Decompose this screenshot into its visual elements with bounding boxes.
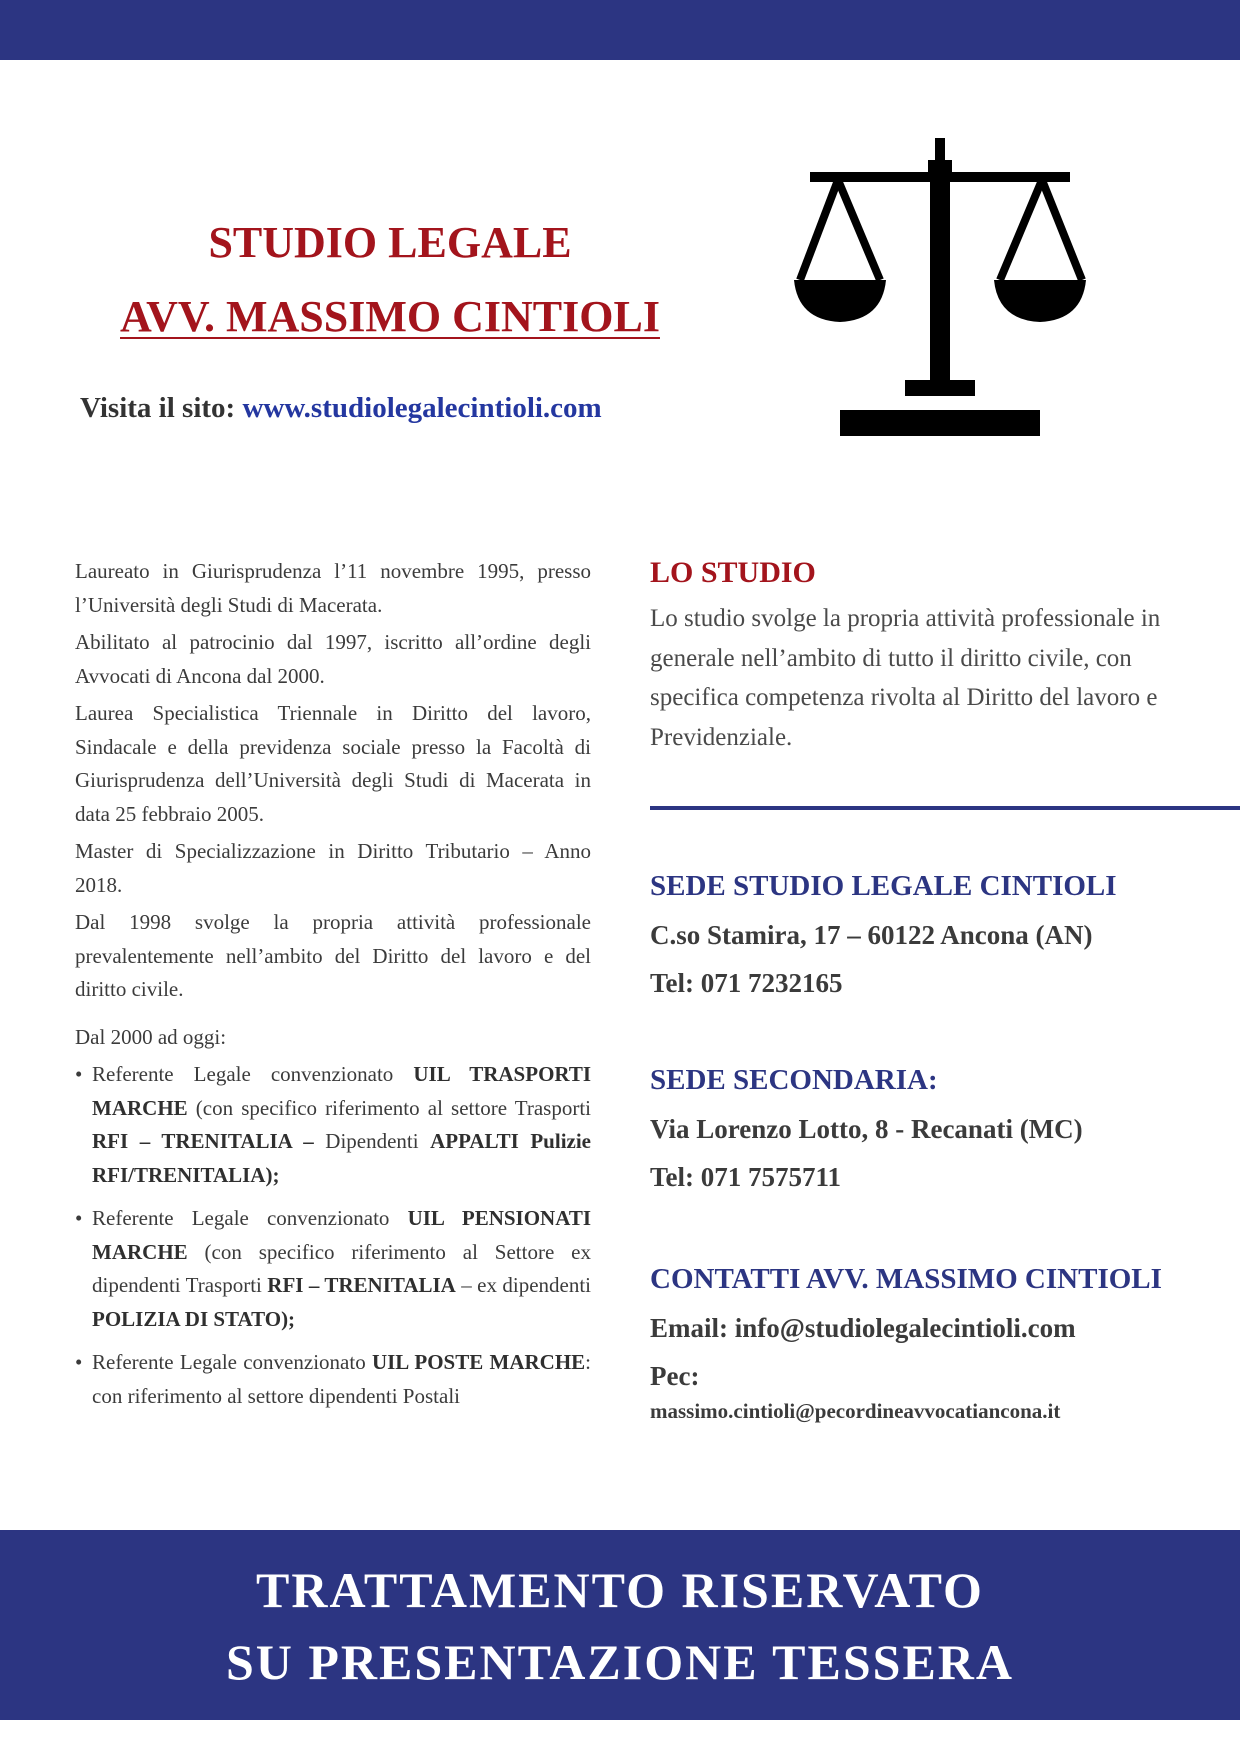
secondaria-phone[interactable]: Tel: 071 7575711 — [650, 1162, 842, 1192]
bio-paragraph: Abilitato al patrocinio dal 1997, iscritto all’ordine degli Avvocati di Ancona dal 2000. — [75, 630, 591, 688]
affiliation-text: Referente Legale convenzionato — [92, 1206, 408, 1230]
affiliation-text: Referente Legale convenzionato — [92, 1062, 414, 1086]
website-link[interactable]: www.studiolegalecintioli.com — [242, 392, 602, 424]
section-divider — [650, 806, 1240, 810]
affiliation-text: : con riferimento al settore dipendenti Postali — [92, 1350, 592, 1408]
contact-email[interactable]: Email: info@studiolegalecintioli.com — [650, 1313, 1076, 1343]
website-line — [80, 392, 602, 425]
studio-description: Lo studio svolge la propria attività professionale in generale nell’ambito di tutto il diritto civile, con specifica competenza rivolta al Diritto del lavoro e Previdenziale. — [650, 605, 1161, 751]
affiliation-text: – ex dipendenti — [455, 1273, 592, 1297]
footer-banner — [0, 1530, 1240, 1720]
secondaria-heading: SEDE SECONDARIA: — [650, 1064, 938, 1096]
affiliation-bold: RFI – TRENITALIA – — [92, 1129, 314, 1153]
pec-address[interactable]: massimo.cintioli@pecordineavvocatiancona.it — [650, 1399, 1061, 1423]
contacts-heading: CONTATTI AVV. MASSIMO CINTIOLI — [650, 1263, 1162, 1295]
affiliation-text: Dipendenti — [313, 1129, 431, 1153]
affiliation-bold: APPALTI Pulizie RFI/TRENITALIA — [92, 1129, 592, 1187]
affiliation-item — [75, 1058, 591, 1192]
bio-paragraph: Master di Specializzazione in Diritto Tributario – Anno 2018. — [75, 839, 591, 897]
visit-label: Visita il sito: — [80, 392, 236, 424]
bio-paragraph: Laureato in Giurisprudenza l’11 novembre 1995, presso l’Università degli Studi di Macerata. — [75, 559, 591, 617]
affiliation-bold: ); — [281, 1306, 296, 1331]
page-header — [60, 215, 720, 345]
sede-address: C.so Stamira, 17 – 60122 Ancona (AN) — [650, 920, 1093, 950]
secondaria-address: Via Lorenzo Lotto, 8 - Recanati (MC) — [650, 1114, 1083, 1144]
footer-line1: TRATTAMENTO RISERVATO — [256, 1562, 984, 1618]
studio-section — [650, 555, 1240, 757]
bio-paragraph: Dal 1998 svolge la propria attività professionale prevalentemente nell’ambito del Diritto del lavoro e del diritto civile. — [75, 910, 591, 1001]
affiliation-bold: UIL PENSIONATI MARCHE — [92, 1206, 592, 1264]
biography — [75, 555, 591, 1423]
affiliation-bold: UIL TRASPORTI MARCHE — [92, 1062, 592, 1120]
pec-label: Pec: — [650, 1361, 700, 1391]
scales-of-justice-icon — [790, 130, 1090, 450]
footer-line2: SU PRESENTAZIONE TESSERA — [225, 1634, 1015, 1690]
firm-title: STUDIO LEGALE — [208, 218, 572, 267]
affiliation-bold: UIL POSTE MARCHE — [371, 1350, 586, 1374]
affiliation-item — [75, 1202, 591, 1336]
affiliation-bold: RFI – TRENITALIA — [267, 1273, 456, 1297]
since-label: Dal 2000 ad oggi: — [75, 1024, 227, 1049]
bio-paragraph: Laurea Specialistica Triennale in Diritto del lavoro, Sindacale e della previdenza sociale presso la Facoltà di Giurisprudenza dell’Università degli Studi di Macerata in data 25 febbraio 2005. — [75, 701, 591, 826]
affiliation-text: Referente Legale convenzionato — [92, 1350, 372, 1374]
affiliations-list — [75, 1058, 591, 1413]
affiliation-text: (con specifico riferimento al Settore ex dipendenti Trasporti — [92, 1239, 591, 1297]
sede-heading: SEDE STUDIO LEGALE CINTIOLI — [650, 870, 1117, 902]
sede-phone[interactable]: Tel: 071 7232165 — [650, 968, 843, 998]
top-banner — [0, 0, 1240, 60]
affiliation-bold: ); — [265, 1162, 280, 1187]
affiliation-bold: POLIZIA DI STATO — [92, 1306, 282, 1331]
lawyer-name-title: AVV. MASSIMO CINTIOLI — [120, 292, 660, 341]
affiliation-text: (con specifico riferimento al settore Trasporti — [187, 1095, 591, 1120]
studio-heading: LO STUDIO — [650, 556, 816, 589]
affiliation-item — [75, 1346, 591, 1413]
